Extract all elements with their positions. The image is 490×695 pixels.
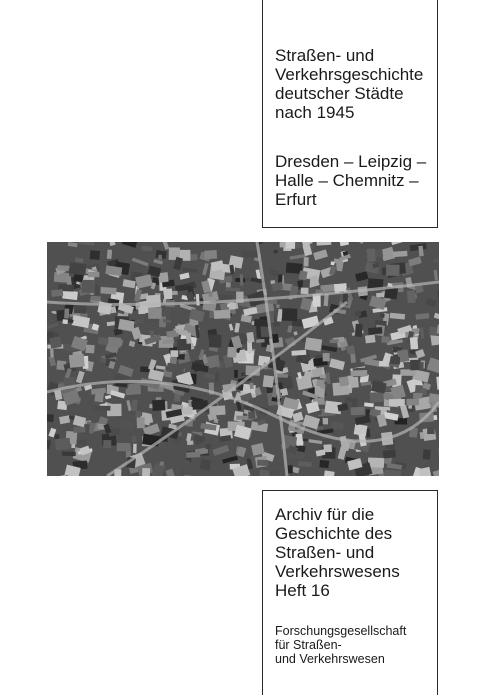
book-title (275, 46, 475, 122)
cities-line: Halle – Chemnitz – (275, 171, 419, 190)
cities-line: Erfurt (275, 190, 317, 209)
series-line: Archiv für die (275, 505, 375, 524)
top-frame-bottom-rule (262, 227, 438, 228)
book-title-line: Verkehrsgeschichte (275, 65, 424, 84)
publisher-line: Forschungsgesellschaft (275, 624, 407, 638)
book-title-line: deutscher Städte (275, 84, 404, 103)
series-line: Heft 16 (275, 581, 330, 600)
series-title (275, 505, 475, 600)
book-title-line: Straßen- und (275, 46, 375, 65)
book-subtitle-cities (275, 152, 475, 209)
series-line: Straßen- und (275, 543, 375, 562)
publisher-line: für Straßen- (275, 638, 342, 652)
series-line: Geschichte des (275, 524, 393, 543)
cities-line: Dresden – Leipzig – (275, 152, 427, 171)
series-line: Verkehrswesens (275, 562, 400, 581)
top-frame-left-rule (262, 0, 263, 228)
publisher-name (275, 624, 475, 666)
bottom-frame-top-rule (262, 490, 438, 491)
bottom-frame-left-rule (262, 490, 263, 695)
aerial-city-photo (47, 242, 439, 476)
aerial-city-photo-image (47, 242, 439, 476)
book-title-line: nach 1945 (275, 103, 355, 122)
publisher-line: und Verkehrswesen (275, 652, 385, 666)
